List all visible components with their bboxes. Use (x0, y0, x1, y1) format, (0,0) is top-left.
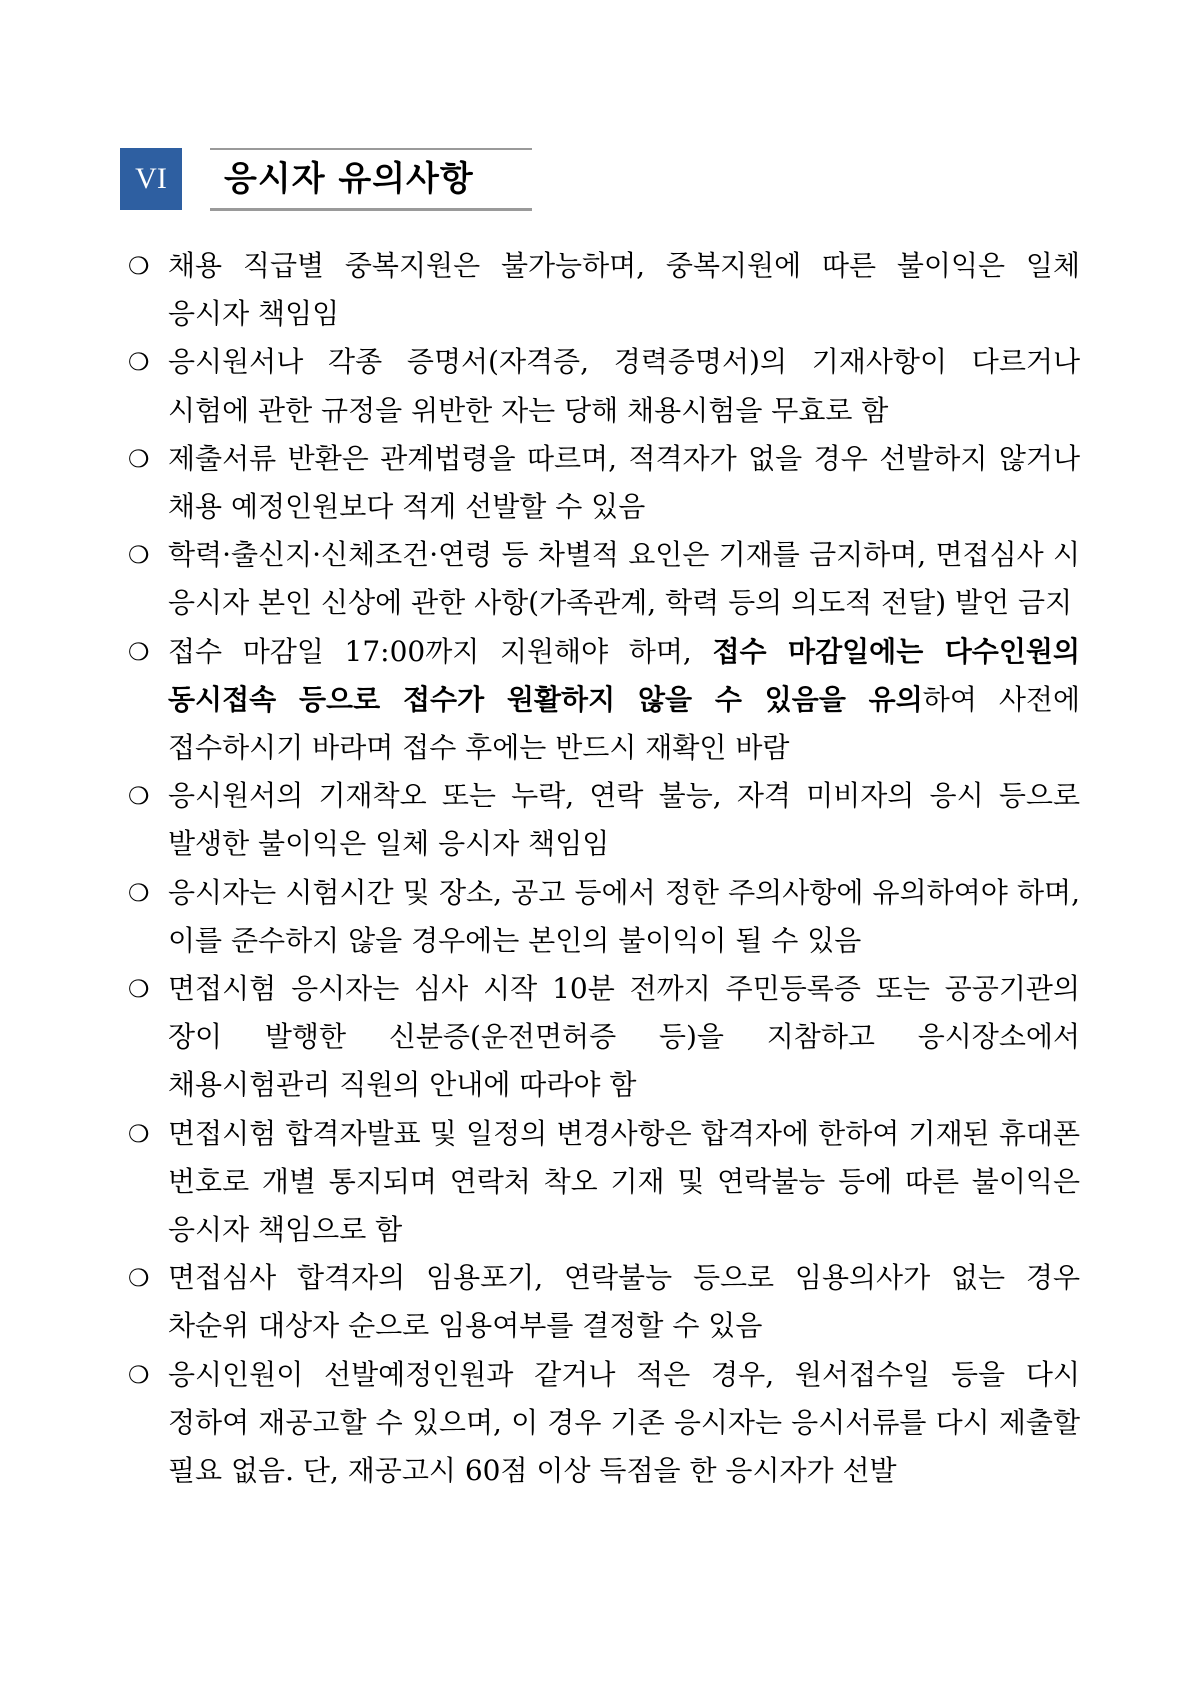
notice-text: 채용 직급별 중복지원은 불가능하며, 중복지원에 따른 불이익은 일체 응시자 책임임 (168, 249, 1080, 331)
notice-text: 응시인원이 선발예정인원과 같거나 적은 경우, 원서접수일 등을 다시 정하여 재공고할 수 있으며, 이 경우 기존 응시자는 응시서류를 다시 제출할 필요 없음. 단, 재공고시 60점 이상 득점을 한 응시자가 선발 (168, 1357, 1080, 1488)
circle-bullet-icon: ❍ (128, 1264, 150, 1293)
list-item (128, 869, 1080, 965)
circle-bullet-icon: ❍ (128, 541, 150, 570)
list-item (128, 1351, 1080, 1496)
circle-bullet-icon: ❍ (128, 878, 150, 907)
list-item (128, 435, 1080, 531)
notice-text: 면접시험 합격자발표 및 일정의 변경사항은 합격자에 한하여 기재된 휴대폰 번호로 개별 통지되며 연락처 착오 기재 및 연락불능 등에 따른 불이익은 응시자 책임으로 함 (168, 1116, 1080, 1247)
circle-bullet-icon: ❍ (128, 975, 150, 1004)
notice-text: 면접시험 응시자는 심사 시작 10분 전까지 주민등록증 또는 공공기관의 장이 발행한 신분증(운전면허증 등)을 지참하고 응시장소에서 채용시험관리 직원의 안내에 따라야 함 (168, 972, 1080, 1102)
notice-text: 면접심사 합격자의 임용포기, 연락불능 등으로 임용의사가 없는 경우 차순위 대상자 순으로 임용여부를 결정할 수 있음 (168, 1261, 1080, 1343)
list-item (128, 242, 1080, 338)
notice-list (128, 242, 1080, 1495)
circle-bullet-icon: ❍ (128, 252, 150, 280)
section-number-badge: VI (120, 148, 182, 210)
section-title-box (210, 148, 532, 211)
notice-text: 제출서류 반환은 관계법령을 따르며, 적격자가 없을 경우 선발하지 않거나 채용 예정인원보다 적게 선발할 수 있음 (168, 441, 1080, 524)
circle-bullet-icon: ❍ (128, 1360, 150, 1389)
section-title: 응시자 유의사항 (224, 159, 474, 199)
notice-text: 응시원서의 기재착오 또는 누락, 연락 불능, 자격 미비자의 응시 등으로 발생한 불이익은 일체 응시자 책임임 (168, 779, 1080, 861)
list-item (128, 338, 1080, 434)
list-item (128, 531, 1080, 627)
list-item (128, 965, 1080, 1110)
list-item (128, 628, 1080, 773)
circle-bullet-icon: ❍ (128, 348, 150, 377)
list-item (128, 1110, 1080, 1255)
circle-bullet-icon: ❍ (128, 782, 150, 811)
notice-text: 학력·출신지·신체조건·연령 등 차별적 요인은 기재를 금지하며, 면접심사 시 응시자 본인 신상에 관한 사항(가족관계, 학력 등의 의도적 전달) 발언 금지 (168, 538, 1080, 620)
notice-text: 접수 마감일 17:00까지 지원해야 하며, 접수 마감일에는 다수인원의 동시접속 등으로 접수가 원활하지 않을 수 있음을 유의하여 사전에 접수하시기 바라며 접수 후에는 반드시 재확인 바람 (168, 634, 1080, 765)
list-item (128, 1254, 1080, 1350)
list-item (128, 772, 1080, 868)
notice-text: 응시원서나 각종 증명서(자격증, 경력증명서)의 기재사항이 다르거나 시험에 관한 규정을 위반한 자는 당해 채용시험을 무효로 함 (168, 345, 1080, 427)
circle-bullet-icon: ❍ (128, 637, 150, 666)
circle-bullet-icon: ❍ (128, 1119, 150, 1148)
circle-bullet-icon: ❍ (128, 444, 150, 473)
section-header (120, 148, 540, 210)
notice-text: 응시자는 시험시간 및 장소, 공고 등에서 정한 주의사항에 유의하여야 하며, 이를 준수하지 않을 경우에는 본인의 불이익이 될 수 있음 (168, 875, 1080, 957)
